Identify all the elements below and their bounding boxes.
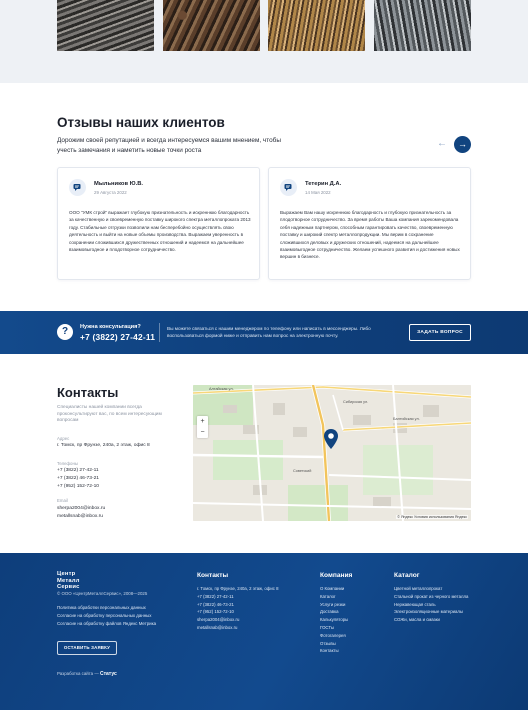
consultation-label: Нужна консультация? [80, 324, 141, 330]
policy-link[interactable]: Согласие на обработку файлов Яндекс Метрика [57, 621, 157, 626]
footer-link[interactable]: sherpa2004@inbox.ru [197, 617, 240, 623]
logo-line: Металл [57, 577, 80, 584]
review-text: Выражаем Вам нашу искреннюю благодарность и глубокую признательность за плодотворное сотрудничество. За время работы Ваша компания зарекомендовала себя надежным партнером, способным гарантировать качество, своевременную поставку и широкий спектр металлопродукции. Мы верим в сохранение сложившихся деловых и дружеских отношений, надеемся на дальнейшее взаимовыгодное сотрудничество. Желаем успешного развития и достижения новых вершин в бизнесе. [280, 210, 460, 260]
ask-question-button[interactable]: ЗАДАТЬ ВОПРОС [409, 324, 471, 341]
developer-credit[interactable] [57, 671, 117, 677]
footer-contacts-list [197, 585, 278, 632]
reviews-title: Отзывы наших клиентов [57, 115, 225, 130]
map-zoom-control[interactable] [197, 416, 208, 438]
gallery-photo[interactable] [163, 0, 260, 51]
footer-link[interactable]: Услуги резки [320, 601, 346, 607]
footer-link[interactable]: Каталог [320, 593, 336, 599]
map-street-label: Балтийская ул. [393, 417, 420, 421]
contacts-note: Специалисты нашей компании всегда проконсультируют вас, по всем интересующим вопросам [57, 405, 162, 424]
phones-label: Телефоны [57, 461, 78, 466]
email-link[interactable]: metallsnab@inbox.ru [57, 514, 104, 519]
map-street-label: Советский [293, 469, 312, 473]
footer-link[interactable]: Стальной прокат из черного металла [394, 593, 469, 599]
phone-link[interactable]: +7 (952) 152-72-10 [57, 484, 100, 489]
footer-link[interactable]: Цветной металлопрокат [394, 586, 443, 591]
developer-label: Разработка сайта — [57, 671, 99, 676]
address-value: г. Томск, пр Фрунзе, 240а, 2 этаж, офис 8 [57, 443, 150, 448]
address-label: Адрес [57, 436, 70, 441]
footer-link[interactable]: Калькуляторы [320, 617, 349, 623]
phone-link[interactable]: +7 (3822) 27-42-11 [57, 468, 99, 473]
review-text: ООО "УМК строй" выражает глубокую признательность и искреннюю благодарность за качественную и своевременную поставку широкого спектра металлопроката 2013 году. Стабильные отгрузки позволили нам бесперебойно осуществлять свою деятельность и выйти на новые объемы производства. Выражаем уверенность в сохранении сложившихся дружественных отношений и надеемся на дальнейшее взаимовыгодное и плодотворное сотрудничество. [69, 210, 251, 253]
footer [0, 553, 528, 710]
photo-gallery [0, 0, 528, 83]
review-card [268, 167, 471, 280]
phone-link[interactable]: +7 (3822) 46-73-21 [57, 476, 100, 481]
reviewer-name: Мыльников Ю.В. [94, 181, 144, 187]
gallery-photo[interactable] [268, 0, 365, 51]
gallery-photo[interactable] [374, 0, 471, 51]
footer-link[interactable]: О Компании [320, 586, 345, 591]
map-street-label: Сибирская ул. [343, 400, 369, 404]
question-icon: ? [57, 324, 73, 340]
footer-company-list [320, 585, 348, 655]
next-arrow-icon[interactable]: → [454, 136, 471, 153]
footer-catalog-list [394, 585, 468, 624]
contacts-title: Контакты [57, 385, 119, 400]
yandex-map[interactable] [193, 385, 471, 521]
consultation-banner [0, 311, 528, 354]
footer-column-title: Компания [320, 572, 353, 579]
footer-link[interactable]: Доставка [320, 609, 339, 615]
footer-column-title: Каталог [394, 572, 420, 579]
review-date: 14 Мая 2022 [305, 190, 331, 195]
chat-icon [69, 179, 86, 196]
gallery-photo[interactable] [57, 0, 154, 51]
policy-link[interactable]: Согласие на обработку персональных данных [57, 613, 152, 618]
policy-link[interactable]: Политика обработки персональных данных [57, 605, 146, 610]
prev-arrow-icon[interactable]: ← [437, 138, 447, 149]
leave-request-button[interactable]: ОСТАВИТЬ ЗАЯВКУ [57, 641, 117, 655]
reviews-subtitle: Дорожим своей репутацией и всегда интересуемся вашим мнением, чтобы учесть замечания и наметить новые точки роста [57, 137, 281, 154]
footer-link[interactable]: Нержавеющая сталь [394, 601, 436, 607]
footer-link[interactable]: Электроизоляционные материалы [394, 609, 463, 615]
footer-link[interactable]: +7 (3822) 46-73-21 [197, 601, 234, 607]
footer-column-title: Контакты [197, 572, 229, 579]
consultation-phone[interactable]: +7 (3822) 27-42-11 [80, 332, 156, 342]
footer-link[interactable]: Контакты [320, 648, 339, 654]
footer-link[interactable]: metallsnab@inbox.ru [197, 624, 238, 630]
footer-link[interactable]: +7 (952) 152-72-10 [197, 609, 234, 615]
map-tiles [193, 385, 471, 521]
footer-link[interactable]: ГОСТы [320, 624, 334, 630]
footer-link[interactable]: Отзывы [320, 640, 336, 646]
footer-link[interactable]: +7 (3822) 27-42-11 [197, 593, 234, 599]
company-logo[interactable] [57, 571, 80, 591]
review-card [57, 167, 260, 280]
logo-line: Сервис [57, 584, 80, 591]
consultation-description: Вы можете связаться с нашим менеджером по телефону или написать в мессенджеры. Либо воспользоваться формой ниже и отправить нам вопрос на электронную почту. [167, 326, 371, 339]
map-copyright[interactable]: © Яндекс Условия использования Яндекс [397, 515, 467, 519]
footer-copyright: © ООО «ЦентрМеталлСервис», 2008—2025 [57, 591, 148, 596]
zoom-in-button[interactable]: + [200, 418, 205, 425]
reviewer-name: Тетерин Д.А. [305, 181, 342, 187]
map-street-label: Алтайская ул. [209, 387, 234, 391]
zoom-out-button[interactable]: − [200, 429, 205, 436]
divider [159, 323, 160, 342]
review-date: 29 Августа 2022 [94, 190, 127, 195]
logo-line: Центр [57, 571, 76, 577]
footer-link[interactable]: СОЖи, масла и смазки [394, 617, 440, 623]
footer-link: г. Томск, пр Фрунзе, 240а, 2 этаж, офис 8 [197, 586, 279, 591]
footer-link[interactable]: Фотогалерея [320, 632, 346, 638]
email-label: Email [57, 498, 68, 503]
developer-name: Статус [99, 671, 117, 677]
email-link[interactable]: sherpa2004@inbox.ru [57, 506, 106, 511]
map-pin-icon[interactable] [324, 429, 338, 449]
chat-icon [280, 179, 297, 196]
